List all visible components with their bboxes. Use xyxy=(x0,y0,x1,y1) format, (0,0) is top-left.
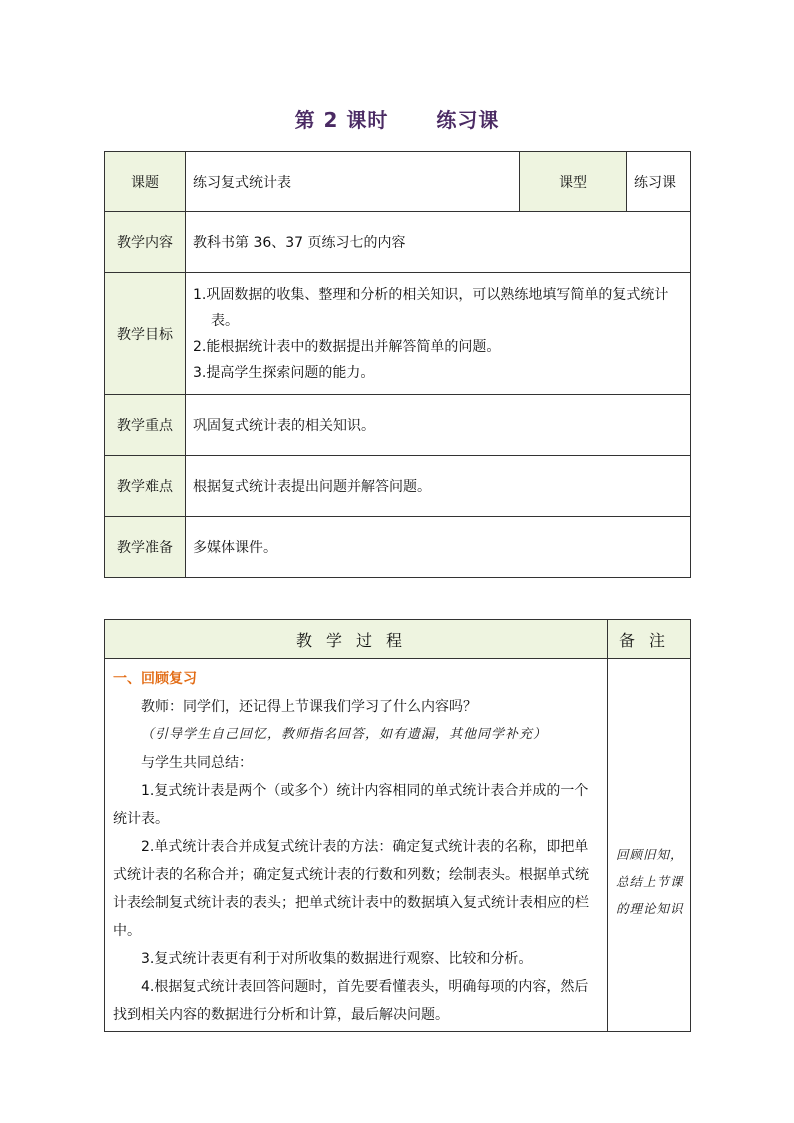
key-label: 教学重点 xyxy=(105,395,186,456)
summary-point: 4.根据复式统计表回答问题时，首先要看懂表头，明确每项的内容，然后找到相关内容的数据进行分析和计算，最后解决问题。 xyxy=(113,979,589,1023)
process-header: 教学过程 xyxy=(105,620,608,659)
goal-item: 1.巩固数据的收集、整理和分析的相关知识，可以熟练地填写简单的复式统计表。 xyxy=(193,286,669,329)
process-content xyxy=(105,659,608,1032)
kind-value: 练习课 xyxy=(627,152,691,212)
difficulty-label: 教学难点 xyxy=(105,456,186,517)
teacher-question: 教师：同学们，还记得上节课我们学习了什么内容吗？ xyxy=(141,699,477,715)
topic-value: 练习复式统计表 xyxy=(186,152,520,212)
content-row xyxy=(105,212,691,273)
content-label: 教学内容 xyxy=(105,212,186,273)
teaching-process-table xyxy=(104,619,691,1032)
note-header: 备注 xyxy=(608,620,691,659)
difficulty-value: 根据复式统计表提出问题并解答问题。 xyxy=(186,456,691,517)
summary-point: 2.单式统计表合并成复式统计表的方法：确定复式统计表的名称，即把单式统计表的名称合并；确定复式统计表的行数和列数；绘制表头。根据单式统计表绘制复式统计表的表头；把单式统计表中的数据填入复式统计表相应的栏中。 xyxy=(113,839,589,939)
prep-label: 教学准备 xyxy=(105,517,186,578)
difficulty-row xyxy=(105,456,691,517)
goals-list xyxy=(186,273,691,395)
goal-item: 3.提高学生探索问题的能力。 xyxy=(193,364,375,381)
summary-intro: 与学生共同总结： xyxy=(141,755,253,771)
process-body-row xyxy=(105,659,691,1032)
page-title xyxy=(0,104,794,133)
goals-row xyxy=(105,273,691,395)
goal-item: 2.能根据统计表中的数据提出并解答简单的问题。 xyxy=(193,338,501,355)
process-header-row xyxy=(105,620,691,659)
guide-note: （引导学生自己回忆，教师指名回答，如有遗漏，其他同学补充） xyxy=(141,727,548,742)
topic-label: 课题 xyxy=(105,152,186,212)
prep-value: 多媒体课件。 xyxy=(186,517,691,578)
topic-row xyxy=(105,152,691,212)
lesson-type: 练习课 xyxy=(436,108,500,132)
lesson-number: 第 2 课时 xyxy=(294,108,389,132)
goals-label: 教学目标 xyxy=(105,273,186,395)
key-row xyxy=(105,395,691,456)
summary-point: 1.复式统计表是两个（或多个）统计内容相同的单式统计表合并成的一个统计表。 xyxy=(113,783,589,827)
summary-point: 3.复式统计表更有利于对所收集的数据进行观察、比较和分析。 xyxy=(141,951,533,967)
remark-note: 回顾旧知，总结上节课的理论知识 xyxy=(608,659,691,1032)
prep-row xyxy=(105,517,691,578)
kind-label: 课型 xyxy=(520,152,627,212)
content-value: 教科书第 36、37 页练习七的内容 xyxy=(186,212,691,273)
key-value: 巩固复式统计表的相关知识。 xyxy=(186,395,691,456)
lesson-info-table xyxy=(104,151,691,578)
section-title: 一、回顾复习 xyxy=(113,671,197,687)
